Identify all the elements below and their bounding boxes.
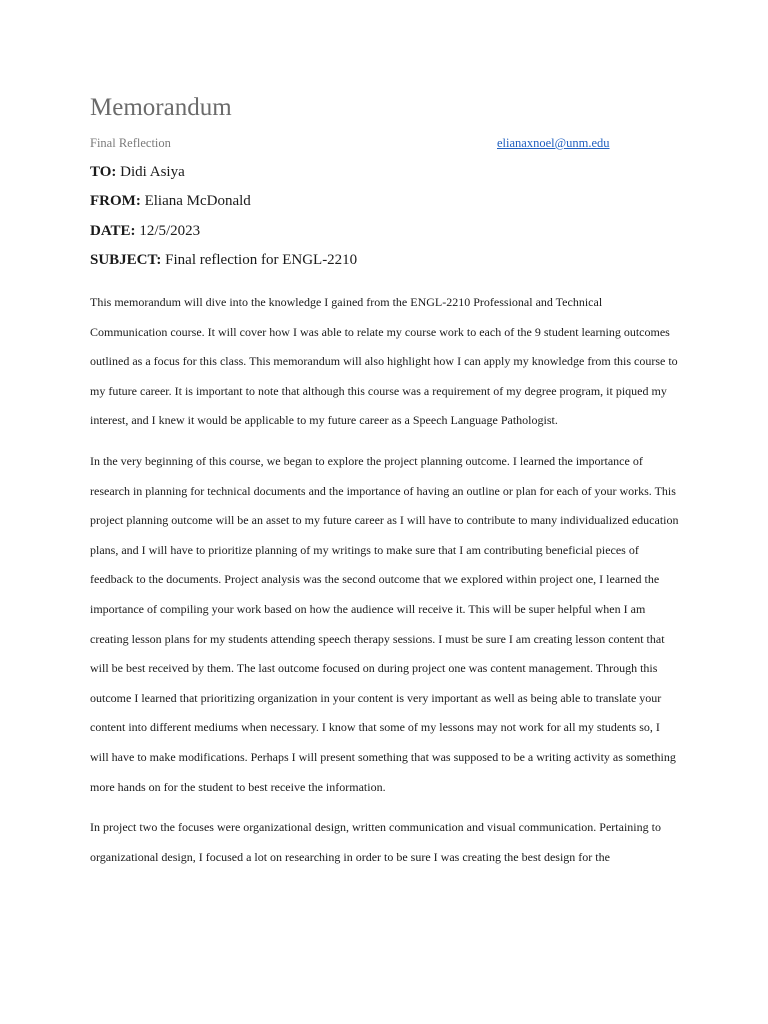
subject-value: Final reflection for ENGL-2210	[165, 252, 358, 268]
subject-label: SUBJECT:	[90, 252, 162, 268]
to-field	[90, 162, 185, 182]
date-field	[90, 221, 200, 241]
body-paragraph: In project two the focuses were organizational design, written communication and visual communication. Pertaining to organizational design, I focused a lot on researching in order to be sure I was creating the best design for the	[90, 820, 661, 864]
body-paragraph: This memorandum will dive into the knowledge I gained from the ENGL-2210 Professional and Technical Communication course. It will cover how I was able to relate my course work to each of the 9 student learning outcomes outlined as a focus for this class. This memorandum will also highlight how I can apply my knowledge from this course to my future career. It is important to note that although this course was a requirement of my degree program, it piqued my interest, and I knew it would be applicable to my future career as a Speech Language Pathologist.	[90, 295, 678, 428]
from-field	[90, 191, 251, 211]
date-value: 12/5/2023	[139, 223, 201, 239]
to-value: Didi Asiya	[120, 164, 185, 180]
from-value: Eliana McDonald	[144, 193, 251, 209]
memo-body	[90, 288, 680, 883]
subject-field	[90, 250, 357, 270]
email-link[interactable]: elianaxnoel@unm.edu	[497, 136, 610, 150]
date-label: DATE:	[90, 223, 136, 239]
from-label: FROM:	[90, 193, 141, 209]
body-paragraph: In the very beginning of this course, we began to explore the project planning outcome. I learned the importance of research in planning for technical documents and the importance of having an outline or plan for each of your works. This project planning outcome will be an asset to my future career as I will have to contribute to many individualized education plans, and I will have to prioritize planning of my writings to make sure that I am contributing beneficial pieces of feedback to the documents. Project analysis was the second outcome that we explored within project one, I learned the importance of compiling your work based on how the audience will receive it. This will be super helpful when I am creating lesson plans for my students attending speech therapy sessions. I must be sure I am creating lesson content that will be best received by them. The last outcome focused on during project one was content management. Through this outcome I learned that prioritizing organization in your content is very important as well as being able to translate your content into different mediums when necessary. I know that some of my lessons may not work for all my students so, I will have to make modifications. Perhaps I will present something that was supposed to be a writing activity as something more hands on for the student to best receive the information.	[90, 453, 679, 794]
memo-subtitle: Final Reflection	[90, 136, 171, 150]
memo-title: Memorandum	[90, 94, 232, 121]
to-label: TO:	[90, 164, 117, 180]
